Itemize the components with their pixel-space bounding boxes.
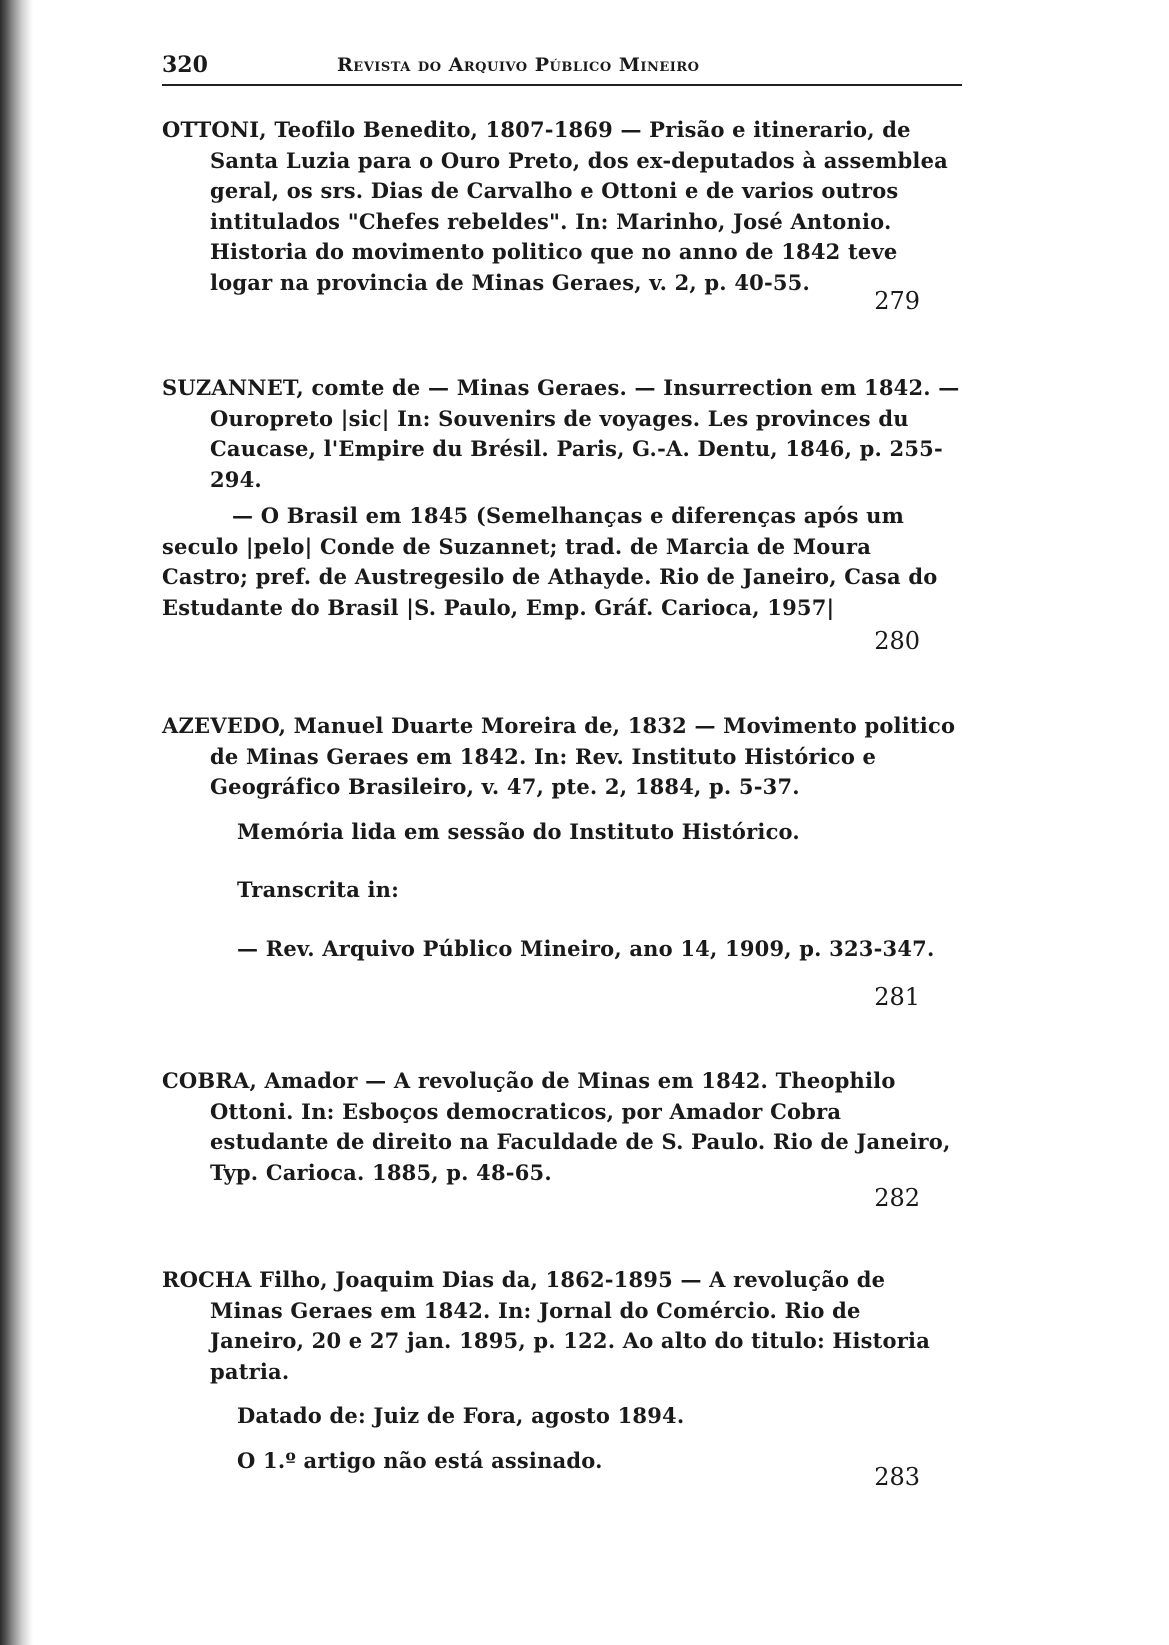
entry-number: 283 [874,1463,920,1491]
bibliography-entry [162,115,962,335]
page-number: 320 [162,52,208,78]
page-header [162,50,962,86]
entry-number: 279 [874,287,920,315]
running-title: Revista do Arquivo Público Mineiro [337,54,700,76]
entry-citation: OTTONI, Teofilo Benedito, 1807-1869 — Prisão e itinerario, de Santa Luzia para o Ouro Preto, dos ex-deputados à assemblea geral, os srs. Dias de Carvalho e Ottoni e de varios outros intitulados "Chefes rebeldes". In: Marinho, José Antonio. Historia do movimento politico que no anno de 1842 teve logar na provincia de Minas Geraes, v. 2, p. 40-55. [162,117,948,295]
entry-note: Datado de: Juiz de Fora, agosto 1894. [237,1403,685,1428]
entry-note: Memória lida em sessão do Instituto Histórico. [237,818,800,844]
bibliography-entry [162,373,962,673]
bibliography-entry [162,1066,962,1226]
entry-number: 282 [874,1184,920,1212]
entry-related-citation: — O Brasil em 1845 (Semelhanças e diferenças após um seculo |pelo| Conde de Suzannet; trad. de Marcia de Moura Castro; pref. de Austregesilo de Athayde. Rio de Janeiro, Casa do Estudante do Brasil |S. Paulo, Emp. Gráf. Carioca, 1957| [162,503,938,620]
entry-citation: COBRA, Amador — A revolução de Minas em 1842. Theophilo Ottoni. In: Esboços democraticos, por Amador Cobra estudante de direito na Faculdade de S. Paulo. Rio de Janeiro, Typ. Carioca. 1885, p. 48-65. [162,1068,951,1185]
entry-note: Transcrita in: [237,877,400,902]
bibliography-entry [162,1265,962,1505]
entry-citation: ROCHA Filho, Joaquim Dias da, 1862-1895 — A revolução de Minas Geraes em 1842. In: Jornal do Comércio. Rio de Janeiro, 20 e 27 jan. 1895, p. 122. Ao alto do titulo: Historia patria. [162,1267,931,1384]
entry-number: 281 [874,983,920,1011]
entry-transcription: — Rev. Arquivo Público Mineiro, ano 14, 1909, p. 323-347. [237,935,935,961]
entry-note: O 1.º artigo não está assinado. [237,1447,603,1473]
book-binding-shadow [0,0,34,1645]
bibliography-entry [162,711,962,1031]
entry-citation: SUZANNET, comte de — Minas Geraes. — Insurrection em 1842. — Ouropreto |sic| In: Souvenirs de voyages. Les provinces du Caucase, l'Empire du Brésil. Paris, G.-A. Dentu, 1846, p. 255-294. [162,375,960,492]
entry-citation: AZEVEDO, Manuel Duarte Moreira de, 1832 — Movimento politico de Minas Geraes em 1842. In: Rev. Instituto Histórico e Geográfico Brasileiro, v. 47, pte. 2, 1884, p. 5-37. [162,713,956,799]
entry-number: 280 [874,627,920,655]
